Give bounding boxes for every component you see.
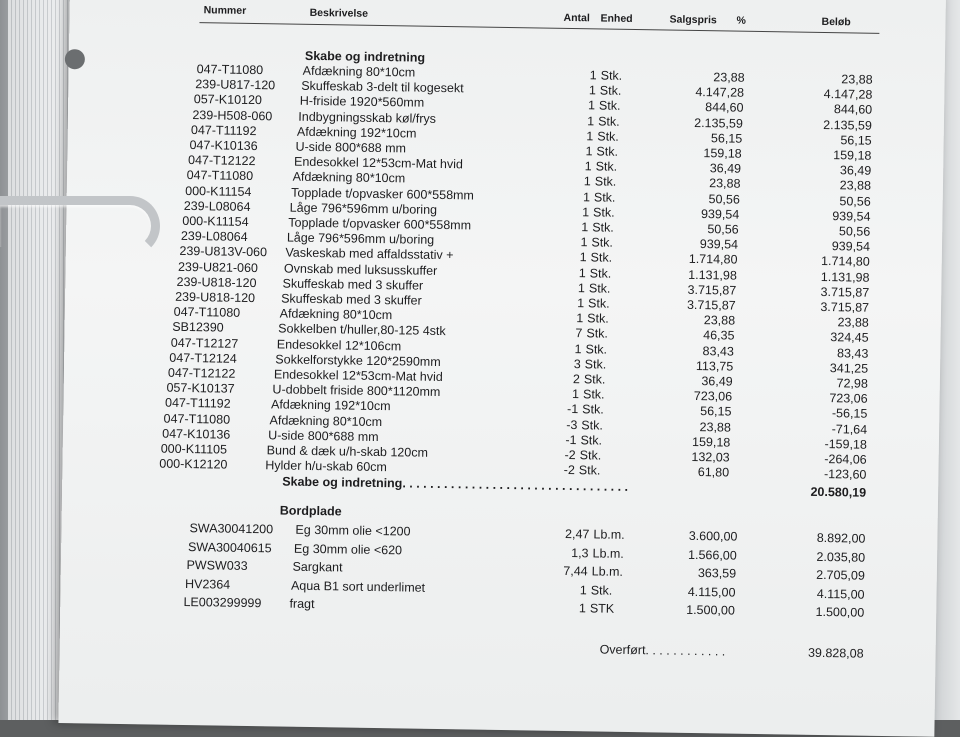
item-price: 36,49: [709, 161, 742, 176]
item-description: Afdækning 80*10cm: [269, 412, 383, 429]
item-unit: Stk.: [579, 448, 602, 463]
item-quantity: 1: [579, 250, 587, 265]
item-description: Eg 30mm olie <620: [293, 541, 403, 558]
item-amount: 1.500,00: [815, 605, 865, 621]
item-amount: 4.147,28: [823, 87, 873, 102]
section-title-bordplade: Bordplade: [279, 503, 342, 519]
item-unit: Stk.: [598, 98, 621, 114]
item-number: SWA30041200: [189, 521, 274, 537]
item-quantity: 1: [581, 220, 589, 235]
section-title-skabe: Skabe og indretning: [304, 48, 426, 65]
item-number: 000-K11105: [160, 441, 228, 457]
item-description: Afdækning 80*10cm: [279, 306, 393, 323]
item-quantity: 1: [587, 113, 595, 128]
item-quantity: 3: [573, 356, 581, 371]
item-description: H-friside 1920*560mm: [299, 94, 425, 111]
item-price: 2.135,59: [694, 115, 743, 131]
item-unit: Stk.: [600, 68, 623, 83]
col-header-percent: %: [736, 14, 746, 27]
item-description: Sokkelben t/huller,80-125 4stk: [278, 321, 446, 339]
item-quantity: 1: [588, 83, 596, 98]
item-number: 239-U818-120: [176, 274, 257, 290]
item-quantity: -1: [565, 432, 577, 447]
overfort-label: Overført. . . . . . . . . . . .: [599, 642, 726, 659]
item-description: Låge 796*596mm u/boring: [286, 230, 435, 248]
item-amount: 2.135,59: [823, 117, 873, 133]
item-unit: Stk.: [587, 311, 609, 326]
item-price: 4.147,28: [695, 85, 745, 100]
item-amount: 1.131,98: [820, 269, 870, 285]
item-price: 113,75: [695, 358, 734, 374]
item-number: 239-H508-060: [192, 107, 273, 123]
item-description: Skuffeskab med 3 skuffer: [281, 291, 422, 308]
item-price: 61,80: [697, 465, 730, 480]
item-number: 239-L08064: [180, 229, 248, 245]
item-description: Endesokkel 12*53cm-Mat hvid: [273, 367, 443, 385]
item-quantity: -3: [566, 417, 578, 432]
item-number: 239-L08064: [183, 198, 251, 214]
item-unit: Stk.: [585, 341, 608, 357]
item-price: 159,18: [691, 434, 731, 450]
item-number: 057-K10137: [166, 380, 235, 396]
item-quantity: 1: [578, 601, 587, 616]
binder-ring: [0, 196, 160, 256]
subtotal-value: 20.580,19: [810, 485, 867, 501]
item-description: Skuffeskab 3-delt til kogesekt: [301, 78, 464, 96]
item-unit: Stk.: [582, 387, 605, 402]
item-description: U-dobbelt friside 800*1120mm: [272, 382, 441, 400]
item-unit: Stk.: [593, 205, 615, 220]
item-quantity: 1: [586, 129, 594, 144]
item-number: 047-T11080: [186, 168, 254, 184]
item-amount: 56,15: [840, 133, 872, 148]
item-description: Låge 796*596mm u/boring: [289, 200, 438, 217]
item-quantity: 1: [577, 296, 585, 311]
item-description: Afdækning 80*10cm: [292, 170, 406, 186]
item-unit: Stk.: [582, 402, 604, 417]
item-amount: -56,15: [831, 406, 868, 422]
item-description: U-side 800*688 mm: [295, 139, 407, 156]
item-unit: Stk.: [597, 129, 619, 144]
col-header-belob: Beløb: [821, 15, 851, 29]
item-description: Indbygningsskab køl/frys: [298, 109, 437, 126]
overfort-value: 39.828,08: [807, 645, 864, 661]
item-amount: 723,06: [829, 391, 868, 406]
item-number: 047-T12122: [187, 153, 256, 169]
item-description: Sargkant: [292, 560, 343, 575]
item-amount: -264,06: [824, 452, 867, 467]
item-number: 239-U813V-060: [179, 244, 268, 260]
item-number: PWSW033: [186, 558, 248, 574]
item-unit: Stk.: [591, 235, 614, 250]
item-unit: Stk.: [586, 326, 609, 342]
item-unit: STK: [589, 601, 615, 617]
item-number: 047-T11192: [190, 122, 257, 138]
item-amount: -159,18: [824, 436, 868, 452]
item-amount: 72,98: [836, 376, 868, 391]
item-price: 36,49: [701, 374, 733, 389]
item-description: Vaskeskab med affaldsstativ +: [285, 245, 454, 263]
item-amount: 50,56: [838, 224, 871, 239]
item-description: Afdækning 192*10cm: [270, 397, 391, 414]
col-header-salgspris: Salgspris: [669, 13, 717, 27]
item-amount: 23,88: [841, 72, 873, 87]
item-number: 239-U821-060: [177, 259, 259, 275]
item-quantity: 7,44: [563, 564, 588, 579]
item-price: 723,06: [693, 389, 733, 404]
item-price: 159,18: [703, 146, 742, 161]
item-price: 132,03: [691, 449, 730, 465]
item-unit: Stk.: [583, 372, 606, 387]
item-unit: Stk.: [590, 583, 613, 598]
item-amount: 3.715,87: [820, 284, 870, 300]
item-number: 047-T11192: [164, 396, 231, 412]
item-quantity: 1: [584, 159, 592, 174]
item-quantity: 1: [587, 98, 596, 113]
item-description: Topplade t/opvasker 600*558mm: [288, 215, 472, 233]
item-amount: 939,54: [831, 239, 871, 254]
item-number: 000-K11154: [182, 213, 249, 229]
item-amount: 83,43: [836, 345, 869, 361]
item-quantity: -1: [566, 402, 579, 417]
item-description: Afdækning 80*10cm: [302, 63, 416, 80]
item-amount: 341,25: [829, 360, 869, 376]
item-quantity: 1: [589, 68, 597, 83]
item-quantity: 1: [582, 189, 591, 204]
item-price: 4.115,00: [687, 584, 736, 600]
item-unit: Stk.: [580, 432, 603, 448]
item-amount: -123,60: [823, 467, 867, 482]
item-amount: 50,56: [839, 193, 871, 209]
invoice-document: [58, 0, 946, 737]
item-quantity: 1: [580, 235, 588, 250]
col-header-beskrivelse: Beskrivelse: [309, 6, 369, 20]
col-header-enhed: Enhed: [600, 12, 633, 25]
item-quantity: 1: [577, 280, 586, 296]
item-price: 50,56: [707, 222, 739, 237]
item-amount: 159,18: [833, 148, 872, 163]
item-number: SWA30040615: [187, 539, 272, 556]
item-amount: 324,45: [830, 330, 869, 346]
item-description: Skuffeskab med 3 skuffer: [282, 276, 424, 293]
item-unit: Stk.: [598, 114, 620, 129]
item-unit: Stk.: [584, 357, 607, 372]
item-number: 239-U818-120: [175, 289, 256, 306]
item-price: 844,60: [705, 100, 744, 116]
item-quantity: 1: [576, 311, 584, 326]
item-description: Bund & dæk u/h-skab 120cm: [266, 443, 429, 460]
item-price: 23,88: [713, 70, 745, 85]
item-quantity: 1: [578, 265, 586, 280]
item-unit: Lb.m.: [591, 564, 624, 580]
item-number: 000-K12120: [159, 456, 228, 472]
item-number: 047-K10136: [162, 426, 231, 442]
item-number: HV2364: [184, 576, 231, 592]
item-price: 50,56: [708, 191, 740, 207]
item-unit: Stk.: [596, 144, 619, 159]
item-amount: 4.115,00: [816, 586, 865, 602]
item-description: Sokkelforstykke 120*2590mm: [275, 352, 441, 369]
item-number: 047-T11080: [173, 304, 241, 321]
item-quantity: 2,47: [565, 527, 590, 542]
item-amount: 2.705,09: [816, 568, 865, 584]
item-price: 1.714,80: [688, 252, 738, 268]
item-quantity: 1: [579, 583, 587, 598]
item-number: 047-T12127: [170, 335, 239, 351]
item-description: Ovnskab med luksusskuffer: [283, 261, 438, 278]
item-amount: 8.892,00: [816, 531, 866, 547]
item-number: 000-K11154: [185, 183, 252, 199]
item-quantity: 7: [575, 326, 583, 341]
item-price: 23,88: [709, 176, 741, 192]
item-description: Topplade t/opvasker 600*558mm: [291, 185, 475, 203]
item-unit: Stk.: [581, 417, 604, 433]
item-amount: 36,49: [839, 163, 872, 178]
item-number: 057-K10120: [193, 92, 263, 108]
item-description: fragt: [289, 597, 315, 612]
item-price: 46,35: [703, 328, 735, 343]
item-number: LE003299999: [183, 595, 262, 611]
item-unit: Stk.: [592, 220, 614, 235]
col-header-nummer: Nummer: [203, 4, 247, 17]
item-description: Aqua B1 sort underlimet: [290, 578, 426, 595]
item-quantity: -2: [563, 463, 575, 478]
item-unit: Stk.: [589, 265, 612, 281]
item-number: 047-T12122: [167, 365, 236, 381]
item-amount: 23,88: [837, 315, 869, 330]
item-amount: 23,88: [839, 178, 872, 194]
item-description: Hylder h/u-skab 60cm: [265, 458, 387, 475]
item-amount: 3.715,87: [820, 299, 870, 315]
item-price: 23,88: [699, 419, 732, 435]
item-quantity: 1: [585, 144, 593, 159]
item-price: 3.715,87: [687, 282, 737, 298]
item-amount: 844,60: [833, 102, 873, 118]
item-unit: Stk.: [594, 174, 617, 190]
col-header-antal: Antal: [563, 11, 590, 25]
item-quantity: 1: [582, 204, 590, 220]
item-quantity: 1: [583, 174, 591, 189]
item-price: 1.500,00: [686, 603, 735, 619]
item-number: 047-K10136: [189, 138, 258, 154]
item-price: 1.131,98: [688, 267, 737, 283]
item-number: 239-U817-120: [195, 77, 276, 93]
item-amount: 939,54: [832, 208, 871, 224]
item-quantity: 1: [574, 341, 582, 356]
item-price: 939,54: [699, 237, 739, 252]
item-price: 83,43: [702, 343, 734, 359]
item-description: Afdækning 192*10cm: [296, 124, 417, 141]
item-description: Eg 30mm olie <1200: [295, 523, 411, 539]
item-unit: Lb.m.: [592, 546, 624, 561]
item-price: 1.566,00: [688, 547, 737, 563]
item-price: 56,15: [700, 404, 732, 419]
subtotal-label: Skabe og indretning. . . . . . . . . . . . . . . . . . . . . . . . . . . . . . . . .: [282, 474, 629, 495]
item-number: 047-T11080: [196, 62, 264, 78]
item-quantity: -2: [564, 447, 576, 463]
item-unit: Stk.: [593, 189, 616, 205]
item-unit: Stk.: [599, 83, 622, 98]
item-price: 363,59: [697, 566, 737, 582]
item-quantity: 2: [572, 372, 581, 387]
item-quantity: 1,3: [571, 545, 589, 561]
item-unit: Stk.: [590, 250, 613, 266]
item-quantity: 1: [572, 387, 580, 402]
item-amount: 1.714,80: [820, 254, 870, 270]
item-number: SB12390: [172, 320, 224, 335]
item-description: U-side 800*688 mm: [268, 428, 379, 444]
item-number: 047-T12124: [169, 350, 237, 366]
item-price: 56,15: [710, 131, 743, 146]
item-price: 3.715,87: [686, 297, 736, 313]
header-rule: [199, 22, 879, 34]
invoice-page: [58, 0, 946, 737]
item-amount: -71,64: [831, 421, 868, 437]
item-description: Endesokkel 12*106cm: [276, 337, 402, 353]
item-description: Endesokkel 12*53cm-Mat hvid: [293, 154, 464, 172]
item-unit: Stk.: [578, 463, 601, 478]
item-unit: Stk.: [588, 281, 611, 296]
item-unit: Lb.m.: [593, 527, 625, 543]
item-number: 047-T11080: [163, 411, 231, 427]
item-price: 23,88: [703, 313, 736, 328]
item-unit: Stk.: [595, 159, 618, 174]
item-amount: 2.035,80: [816, 549, 866, 565]
item-unit: Stk.: [587, 296, 610, 311]
item-price: 3.600,00: [688, 529, 738, 545]
item-price: 939,54: [700, 206, 740, 222]
